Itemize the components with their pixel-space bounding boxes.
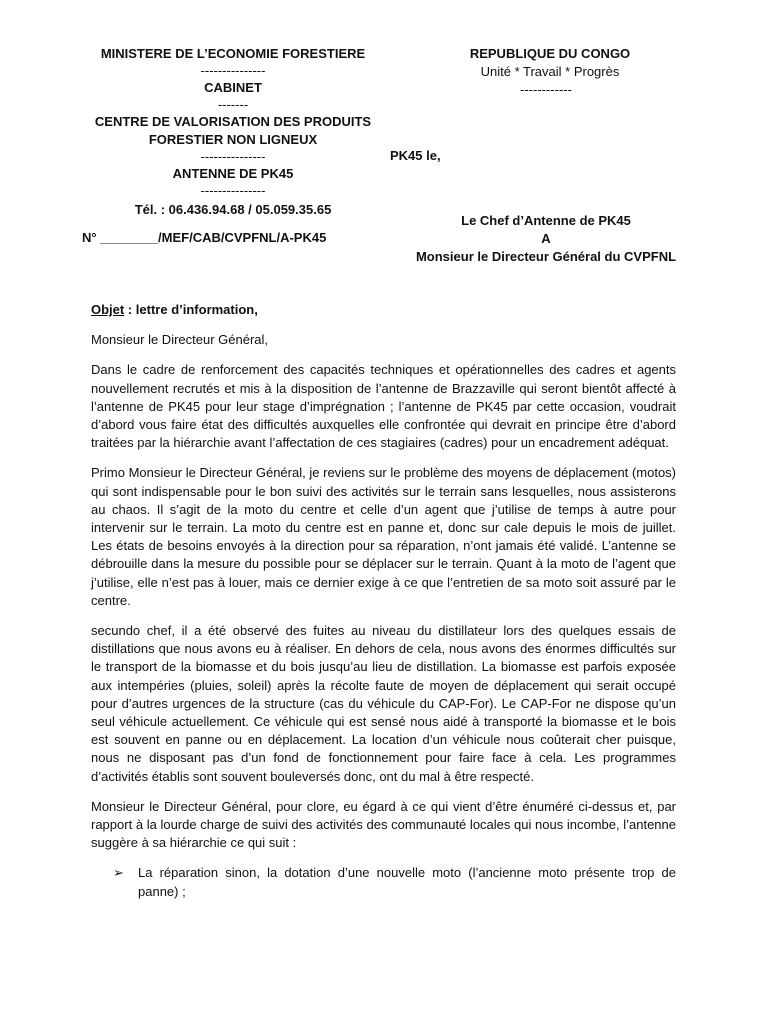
paragraph: secundo chef, il a été observé des fuites au niveau du distillateur lors des quelques essais de distillations que nous avons eu à réaliser. En dehors de cela, nous avons des énormes difficultés sur le transport de la biomasse et du bois jusqu’au lieu de distillation. La biomasse est parfois exposée aux intempéries (pluies, soleil) après la récolte faute de moyen de déplacement qui serait occupé pour d’autres urgences de la structure (cas du véhicule du CAP-For). Le CAP-For ne dispose qu’un seul véhicule actuellement. Ce véhicule qui est sensé nous aidé à transporté la biomasse et le bois est souvent en panne ou en déplacement. La location d’un véhicule nous coûterait cher puisque, nous ne disposant pas d’un fond de fonctionnement pour faire face à cela. Les programmes d’activités établis sont souvent bouleversés donc, ont du mal à être respecté. [91,623,676,784]
letter-body [91,301,676,901]
separator: ------------ [520,82,572,97]
arrow-bullet-icon: ➢ [113,865,124,881]
separator: --------------- [200,63,266,78]
separator: --------------- [200,183,266,198]
centre-name-line1: CENTRE DE VALORISATION DES PRODUITS [94,114,372,129]
recipient-title: Monsieur le Directeur Général du CVPFNL [415,249,677,264]
subject-line [91,301,676,319]
sender-title: Le Chef d’Antenne de PK45 [461,213,631,228]
to-marker: A [541,231,551,246]
subject-label: Objet [91,302,125,317]
paragraph: Monsieur le Directeur Général, pour clore, eu égard à ce qui vient d’être énuméré ci-dessus et, par rapport à la lourde charge de suivi des activités des communauté locales qui nous incombe, l’antenne suggère à sa hiérarchie ce qui suit : [91,798,676,851]
salutation: Monsieur le Directeur Général, [91,332,269,348]
place-date: PK45 le, [390,148,441,163]
cabinet-label: CABINET [204,80,262,95]
republic-header [440,45,660,99]
sender-header [58,45,408,247]
list-item-text: La réparation sinon, la dotation d’une nouvelle moto (l’ancienne moto présente trop de panne) ; [138,865,676,899]
paragraph: Dans le cadre de renforcement des capacités techniques et opérationnelles des cadres et agents nouvellement recrutés et mis à la disposition de l’antenne de Brazzaville qui seront bientôt affecté à l’antenne de PK45 pour leur stage d’imprégnation ; l’antenne de PK45 par cette occasion, voudrait d’abord vous faire état des difficultés auxquelles elle confrontée qui devrait en principe être d’abord traitées par la hiérarchie avant l’affectation de ces stagiaires (cadres) pour un encadrement adéquat. [91,362,676,451]
telephone: Tél. : 06.436.94.68 / 05.059.35.65 [134,202,332,217]
separator: --------------- [200,149,266,164]
centre-name-line2: FORESTIER NON LIGNEUX [148,132,318,147]
paragraph: Primo Monsieur le Directeur Général, je reviens sur le problème des moyens de déplacement (motos) qui sont indispensable pour le bon suivi des activités sur le terrain sans lesquelles, nous assisterons au chaos. Il s’agit de la moto du centre et celle d’un agent que j’utilise de temps à autre pour intervenir sur le terrain. La moto du centre est en panne et, donc sur cale depuis le mois de juillet. Les états de besoins envoyés à la direction pour sa réparation, n’ont jamais été validé. L’antenne se débrouille dans la mesure du possible pour se déplacer sur le terrain. Quant à la moto de l’agent que j’utilise, elle n’est pas à louer, mais ce dernier exige à ce que l’entretien de sa moto soit assuré par le centre. [91,465,676,608]
reference-number: N° ________/MEF/CAB/CVPFNL/A-PK45 [82,230,327,245]
subject-text: : lettre d’information, [124,302,258,317]
national-motto: Unité * Travail * Progrès [480,64,620,79]
antenne-name: ANTENNE DE PK45 [172,166,294,181]
separator: ------- [217,97,249,112]
list-item [113,864,676,900]
addressing-block [400,212,692,266]
ministry-name: MINISTERE DE L’ECONOMIE FORESTIERE [100,46,366,61]
republic-name: REPUBLIQUE DU CONGO [469,46,631,61]
